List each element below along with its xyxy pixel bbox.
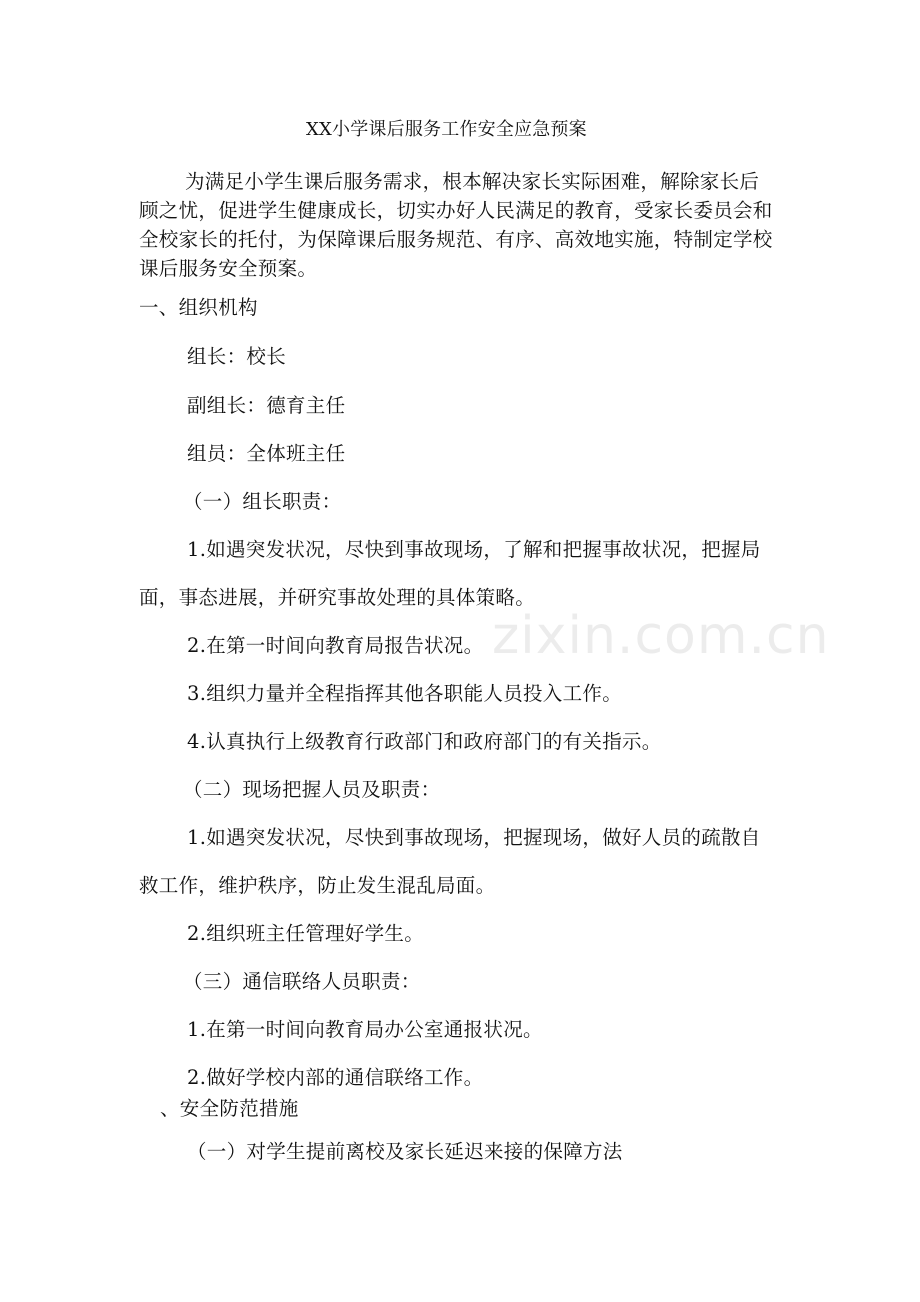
intro-line-3: 全校家长的托付，为保障课后服务规范、有序、高效地实施，特制定学校 xyxy=(139,228,773,251)
intro-line-4: 课后服务安全预案。 xyxy=(139,257,318,280)
sub2-item-1-line-2: 救工作，维护秩序，防止发生混乱局面。 xyxy=(139,874,496,897)
intro-line-1: 为满足小学生课后服务需求，根本解决家长实际困难，解除家长后 xyxy=(185,170,760,193)
sub2-item-2: 2.组织班主任管理好学生。 xyxy=(187,922,425,945)
sub1-item-4: 4.认真执行上级教育行政部门和政府部门的有关指示。 xyxy=(187,730,662,753)
subsection-3-heading: （三）通信联络人员职责： xyxy=(183,970,421,993)
sub1-item-2: 2.在第一时间向教育局报告状况。 xyxy=(187,634,484,657)
sub1-item-3: 3.组织力量并全程指挥其他各职能人员投入工作。 xyxy=(187,682,623,705)
watermark: zixin.com.cn xyxy=(492,606,830,666)
section-2-heading: 、安全防范措施 xyxy=(160,1097,299,1120)
sub1-item-1-line-1: 1.如遇突发状况，尽快到事故现场，了解和把握事故状况，把握局 xyxy=(187,538,761,561)
document-title: XX小学课后服务工作安全应急预案 xyxy=(306,119,587,140)
sub1-item-1-line-2: 面，事态进展，并研究事故处理的具体策略。 xyxy=(139,586,536,609)
section-1-heading: 一、组织机构 xyxy=(139,296,258,319)
sub3-item-1: 1.在第一时间向教育局办公室通报状况。 xyxy=(187,1018,543,1041)
intro-line-2: 顾之忧，促进学生健康成长，切实办好人民满足的教育，受家长委员会和 xyxy=(139,199,773,222)
section-2-subsection-1-heading: （一）对学生提前离校及家长延迟来接的保障方法 xyxy=(187,1140,623,1163)
leader-line: 组长：校长 xyxy=(187,345,287,368)
members-line: 组员：全体班主任 xyxy=(187,442,346,465)
subsection-1-heading: （一）组长职责： xyxy=(183,490,342,513)
sub2-item-1-line-1: 1.如遇突发状况，尽快到事故现场，把握现场，做好人员的疏散自 xyxy=(187,826,761,849)
sub3-item-2: 2.做好学校内部的通信联络工作。 xyxy=(187,1066,484,1089)
deputy-line: 副组长：德育主任 xyxy=(187,394,346,417)
subsection-2-heading: （二）现场把握人员及职责： xyxy=(183,778,441,801)
